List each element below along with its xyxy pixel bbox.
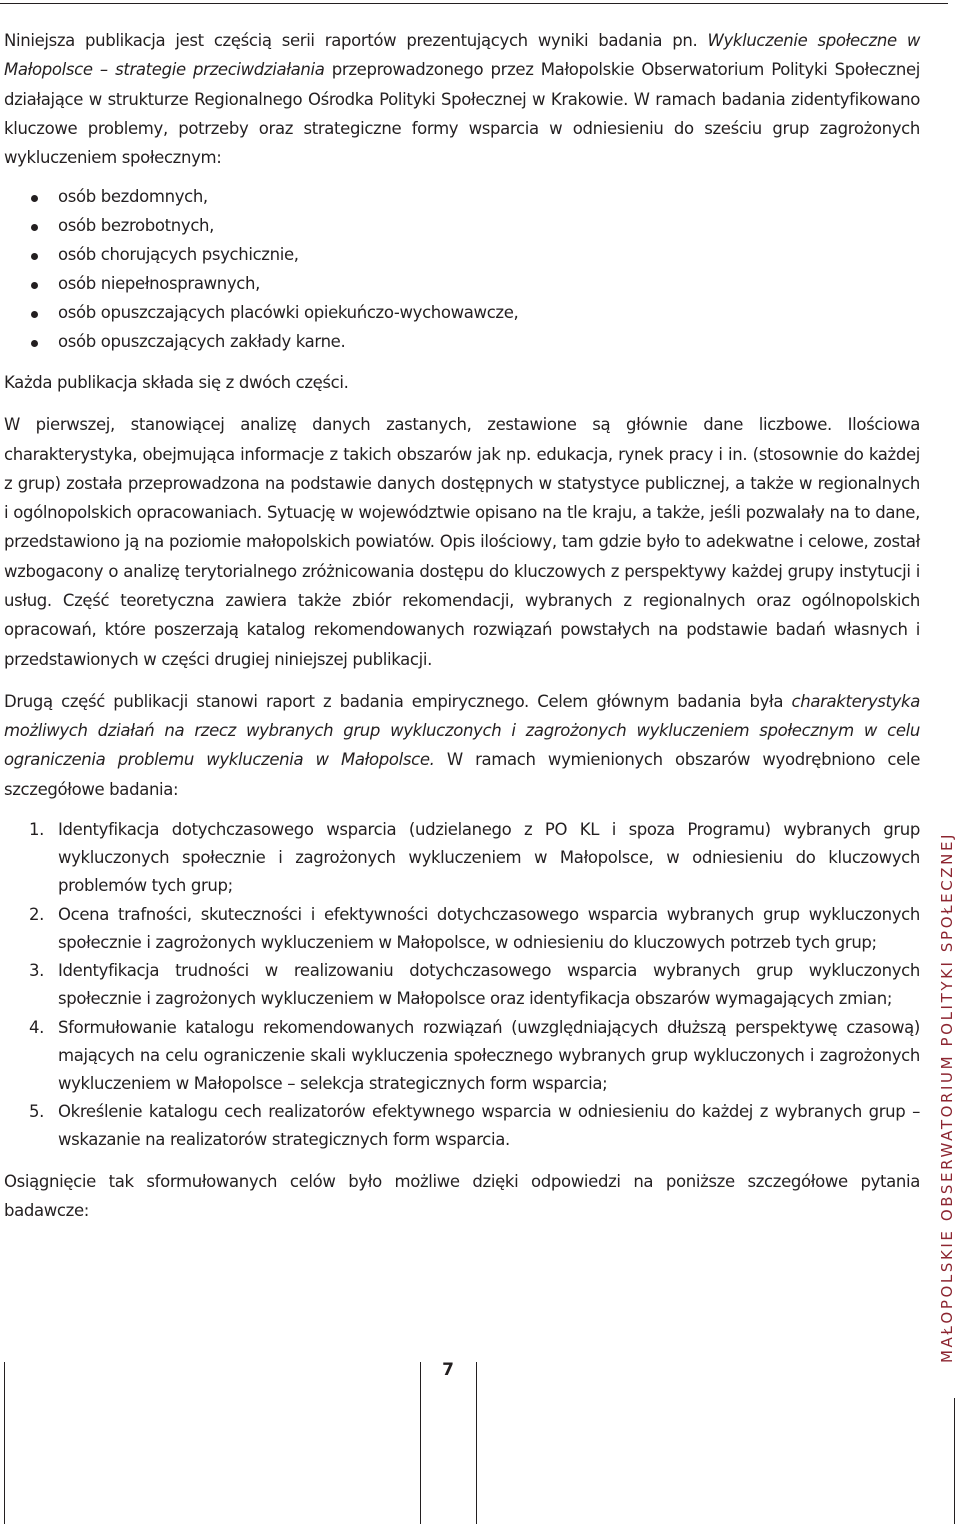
list-item xyxy=(4,1098,920,1154)
item-text: Identyfikacja trudności w realizowaniu dotychczasowego wsparcia wybranych grup wykluczonych społecznie i zagrożonych wykluczeniem w Małopolsce oraz identyfikacja obszarów wymagających zmian; xyxy=(58,961,920,1009)
list-item: osób bezdomnych, xyxy=(27,183,920,212)
parts-intro-paragraph: Każda publikacja składa się z dwóch części. xyxy=(4,372,349,392)
intro-text-continued: przeprowadzonego przez Małopolskie Obserwatorium Polityki Społecznej działające w strukturze Regionalnego Ośrodka Polityki Społecznej w Krakowie. W ramach badania zidentyfikowano kluczowe problemy, potrzeby oraz strategiczne formy wsparcia w odniesieniu do sześciu grup zagrożonych wykluczeniem społecznym: xyxy=(4,60,920,168)
item-number: 1. xyxy=(29,820,45,840)
intro-paragraph xyxy=(4,26,920,172)
list-item xyxy=(4,1014,920,1099)
page-number: 7 xyxy=(442,1360,454,1380)
item-number: 5. xyxy=(29,1102,45,1122)
part-one-paragraph: W pierwszej, stanowiącej analizę danych zastanych, zestawione są głównie dane liczbowe. Ilościowa charakterystyka, obejmująca informacje z takich obszarów jak np. edukacja, rynek pracy i in. (stosownie do każdej z grup) została przeprowadzona na podstawie danych dostępnych w statystyce publicznej, a także w regionalnych i ogólnopolskich opracowaniach. Sytuację w województwie opisano na tle kraju, a także, jeśli pozwalały na to dane, przedstawiono ją na poziomie małopolskich powiatów. Opis ilościowy, tam gdzie było to adekwatne i celowe, został wzbogacony o analizę terytorialnego zróżnicowania dostępu do kluczowych z perspektywy każdej grupy instytucji i usług. Część teoretyczna zawiera także zbiór rekomendacji, wybranych z regionalnych oraz ogólnopolskich opracowań, które poszerzają katalog rekomendowanych rozwiązań powstałych na podstawie badań własnych i przedstawionych w części drugiej niniejszej publikacji. xyxy=(4,415,920,669)
item-text: Identyfikacja dotychczasowego wsparcia (udzielanego z PO KL i spoza Programu) wybranych grup wykluczonych społecznie i zagrożonych wykluczeniem w Małopolsce, w odniesieniu do kluczowych problemów tych grup; xyxy=(58,820,920,896)
intro-text: Niniejsza publikacja jest częścią serii raportów prezentujących wyniki badania pn. xyxy=(4,31,708,50)
list-item xyxy=(4,816,920,901)
list-item: osób opuszczających zakłady karne. xyxy=(27,328,920,357)
goals-list xyxy=(4,816,920,1154)
part-two-paragraph xyxy=(4,687,920,804)
list-item: osób chorujących psychicznie, xyxy=(27,241,920,270)
part-two-text-continued: W ramach wymienionych obszarów wyodrębniono cele szczegółowe badania: xyxy=(4,750,920,799)
top-rule xyxy=(0,3,948,4)
item-number: 3. xyxy=(29,961,45,981)
list-item xyxy=(4,901,920,957)
item-text: Sformułowanie katalogu rekomendowanych rozwiązań (uwzględniających dłuższą perspektywę czasową) mających na celu ograniczenie skali wykluczenia społecznego wybranych grup wykluczonych i zagrożonych wykluczeniem w Małopolsce – selekcja strategicznych form wsparcia; xyxy=(58,1017,920,1093)
study-title: Wykluczenie społeczne w Małopolsce – strategie przeciwdziałania xyxy=(4,31,920,80)
main-goal-text: charakterystyka możliwych działań na rzecz wybranych grup wykluczonych i zagrożonych wykluczeniem społecznym w celu ograniczenia problemu wykluczenia w Małopolsce. xyxy=(4,691,920,770)
part-two-text: Drugą część publikacji stanowi raport z badania empirycznego. Celem głównym badania była xyxy=(4,691,792,711)
page-body xyxy=(4,26,920,1225)
footer-left-rule xyxy=(4,1362,5,1524)
item-number: 4. xyxy=(29,1017,45,1037)
footer-middle-rule xyxy=(420,1362,421,1524)
list-item: osób bezrobotnych, xyxy=(27,212,920,241)
edge-rule xyxy=(954,1398,955,1524)
closing-paragraph: Osiągnięcie tak sformułowanych celów było możliwe dzięki odpowiedzi na poniższe szczegółowe pytania badawcze: xyxy=(4,1171,920,1220)
item-text: Określenie katalogu cech realizatorów efektywnego wsparcia w odniesieniu do każdej z wybranych grup – wskazanie na realizatorów strategicznych form wsparcia. xyxy=(58,1102,920,1150)
item-number: 2. xyxy=(29,904,45,924)
item-text: Ocena trafności, skuteczności i efektywności dotychczasowego wsparcia wybranych grup wykluczonych społecznie i zagrożonych wykluczeniem w Małopolsce, w odniesieniu do kluczowych potrzeb tych grup; xyxy=(58,904,920,952)
list-item xyxy=(4,957,920,1013)
footer-right-rule xyxy=(476,1362,477,1524)
groups-list xyxy=(27,183,920,356)
list-item: osób niepełnosprawnych, xyxy=(27,270,920,299)
list-item: osób opuszczających placówki opiekuńczo-wychowawcze, xyxy=(27,299,920,328)
side-title: MAŁOPOLSKIE OBSERWATORIUM POLITYKI SPOŁECZNEJ xyxy=(938,831,956,1363)
